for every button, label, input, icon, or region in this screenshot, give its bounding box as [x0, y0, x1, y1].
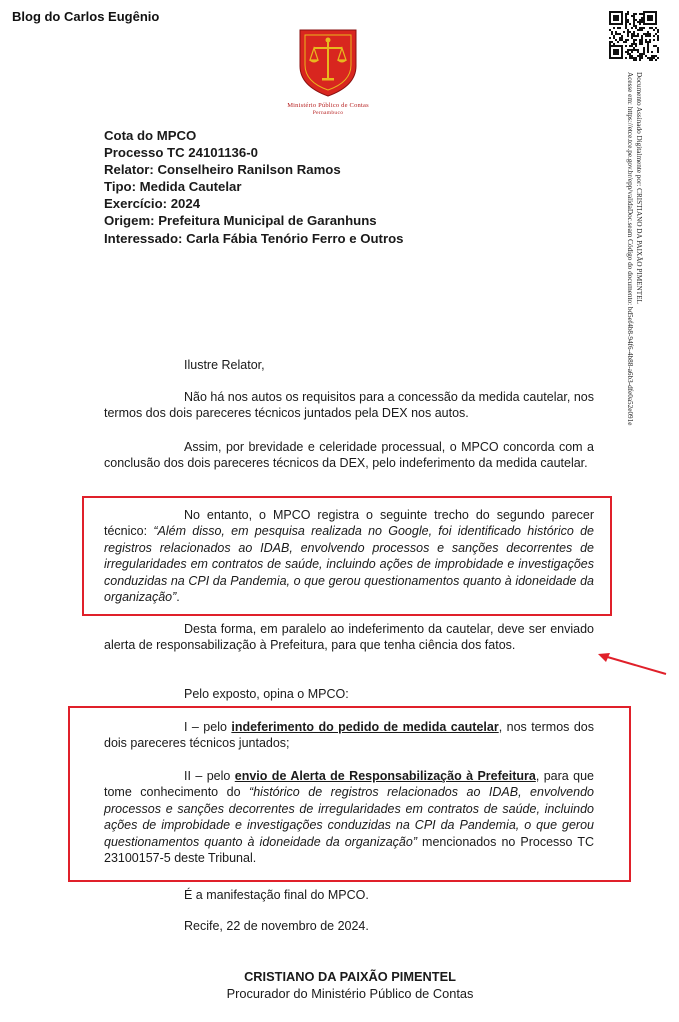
blog-title: Blog do Carlos Eugênio [12, 9, 160, 24]
salutation: Ilustre Relator, [184, 358, 265, 372]
qr-code [609, 11, 659, 61]
signature-note-line1: Documento Assinado Digitalmente por: CRISTIANO DA PAIXÃO PIMENTEL [635, 72, 643, 304]
organization-line2: Pernambuco [312, 110, 344, 116]
item-1: I – pelo indeferimento do pedido de medida cautelar, nos termos dos dois pareceres técnicos juntados; [104, 720, 595, 751]
header-year: Exercício: 2024 [104, 196, 201, 212]
header-type: Tipo: Medida Cautelar [104, 179, 242, 195]
paragraph-5: Pelo exposto, opina o MPCO: [184, 687, 349, 701]
quoted-excerpt: “Além disso, em pesquisa realizada no Google, foi identificado histórico de registros relacionados ao IDAB, envolvendo processos e sanções decorrentes de irregularidades em contratos de saúde, incluindo ações de improbidade e investigações conduzidas na CPI da Pandemia, o que gerou questionamentos quanto à idoneidade da organização” [104, 524, 594, 605]
header-interested: Interessado: Carla Fábia Tenório Ferro e Outros [104, 230, 404, 246]
item-2: II – pelo envio de Alerta de Responsabilização à Prefeitura, para que tome conhecimento do “histórico de registros relacionados ao IDAB, envolvendo processos e sanções decorrentes de irregularidades em contratos de saúde, incluindo ações de improbidade e investigações conduzidas na CPI da Pandemia, o que gerou questionamentos quanto à idoneidade da organização” mencionados no Processo TC 23100157-5 deste Tribunal. [104, 769, 594, 866]
header-title: Cota do MPCO [104, 128, 197, 143]
closing-statement: É a manifestação final do MPCO. [184, 888, 369, 902]
document-date: Recife, 22 de novembro de 2024. [184, 919, 369, 933]
red-arrow-icon [594, 648, 668, 678]
signatory-role: Procurador do Ministério Público de Contas [226, 986, 474, 1001]
paragraph-4: Desta forma, em paralelo ao indeferimento da cautelar, deve ser enviado alerta de responsabilização à Prefeitura, para que tenha ciência dos fatos. [104, 622, 594, 653]
header-rapporteur: Relator: Conselheiro Ranilson Ramos [104, 162, 341, 178]
quoted-excerpt-2: “histórico de registros relacionados ao IDAB, envolvendo processos e sanções decorrentes de irregularidades em contratos de saúde, incluindo ações de improbidade e investigações conduzidas na CPI da Pandemia, o que gerou questionamentos quanto à idoneidade da organização” [104, 785, 594, 849]
organization-name [248, 102, 408, 116]
organization-line1: Ministério Público de Contas [287, 102, 369, 109]
paragraph-1: Não há nos autos os requisitos para a concessão da medida cautelar, nos termos dos dois pareceres técnicos juntados pela DEX nos autos. [104, 390, 594, 421]
signature-note-line2: Acesse em: https://etce.tce.pe.gov.br/epp/validaDoc.seam Código do documento: bd5ef4b8-94f6-4b88-a6b3-dfe0a52e091e [626, 72, 634, 426]
header-process: Processo TC 24101136-0 [104, 145, 258, 161]
digital-signature-note [625, 72, 643, 532]
paragraph-2: Assim, por brevidade e celeridade processual, o MPCO concorda com a conclusão dos dois pareceres técnicos da DEX, pelo indeferimento da medida cautelar. [104, 440, 594, 471]
signatory-name: CRISTIANO DA PAIXÃO PIMENTEL [244, 969, 456, 984]
header-origin: Origem: Prefeitura Municipal de Garanhuns [104, 213, 377, 229]
paragraph-3: No entanto, o MPCO registra o seguinte trecho do segundo parecer técnico: “Além disso, em pesquisa realizada no Google, foi identificado histórico de registros relacionados ao IDAB, envolvendo processos e sanções decorrentes de irregularidades em contratos de saúde, incluindo ações de improbidade e investigações conduzidas na CPI da Pandemia, o que gerou questionamentos quanto à idoneidade da organização”. [104, 508, 594, 605]
crest-logo [296, 26, 360, 98]
document-header [104, 127, 403, 247]
